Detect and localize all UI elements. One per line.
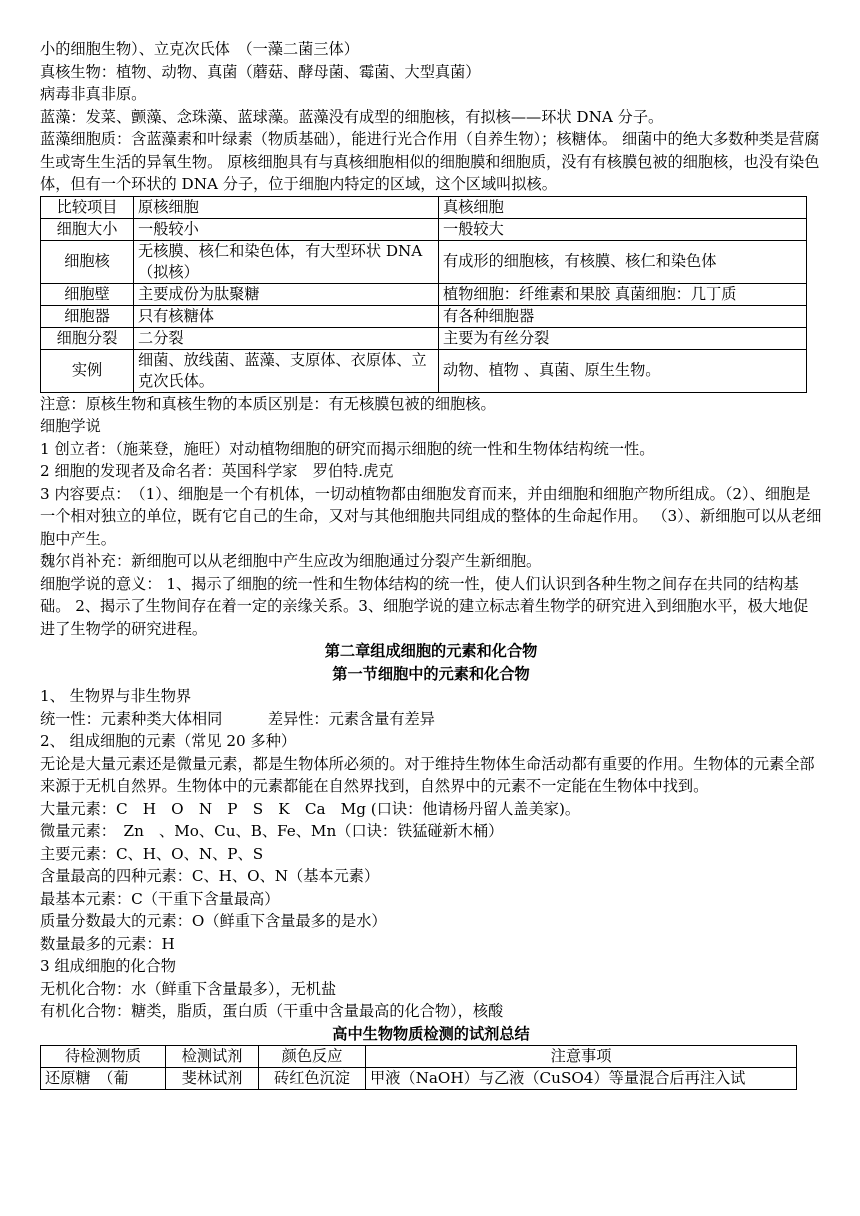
text-paragraph: 蓝藻细胞质：含蓝藻素和叶绿素（物质基础），能进行光合作用（自养生物）；核糖体。 细菌中的绝大多数种类是营腐生或寄生生活的异氧生物。 原核细胞具有与真核细胞相似的细胞膜和细胞质，没有有核膜包被的细胞核，也没有染色体，但有一个环状的 DNA 分子，位于细胞内特定的区域，这个区域叫拟核。 [40, 130, 820, 193]
table-cell: 主要成份为肽聚糖 [134, 283, 439, 305]
text-paragraph: 3 内容要点： （1）、细胞是一个有机体，一切动植物都由细胞发育而来，并由细胞和细胞产物所组成。（2）、细胞是一个相对独立的单位，既有它自己的生命，又对与其他细胞共同组成的整体的生命起作用。 （3）、新细胞可以从老细胞中产生。 [40, 484, 822, 548]
comparison-table [40, 196, 807, 393]
text-line: 主要元素：C、H、O、N、P、S [40, 844, 264, 863]
table-cell: 只有核糖体 [134, 305, 439, 327]
table-header-cell: 颜色反应 [259, 1046, 366, 1068]
table-cell: 细菌、放线菌、蓝藻、支原体、衣原体、立克次氏体。 [134, 349, 439, 392]
table-cell: 还原糖 （葡 [41, 1068, 166, 1090]
text-line: 统一性：元素种类大体相同 差异性：元素含量有差异 [40, 709, 435, 728]
table-header-cell: 注意事项 [366, 1046, 797, 1068]
table-cell: 无核膜、核仁和染色体，有大型环状 DNA（拟核） [134, 240, 439, 283]
text-line: 真核生物：植物、动物、真菌（蘑菇、酵母菌、霉菌、大型真菌） [40, 62, 481, 81]
table-cell: 有各种细胞器 [439, 305, 807, 327]
table-header-cell: 待检测物质 [41, 1046, 166, 1068]
table-cell: 实例 [41, 349, 134, 392]
table-cell: 细胞壁 [41, 283, 134, 305]
section-title: 第一节细胞中的元素和化合物 [332, 664, 530, 683]
table-cell: 斐林试剂 [166, 1068, 259, 1090]
reagent-table-title: 高中生物物质检测的试剂总结 [332, 1024, 530, 1043]
table-cell: 植物细胞：纤维素和果胶 真菌细胞：几丁质 [439, 283, 807, 305]
text-line: 含量最高的四种元素：C、H、O、N（基本元素） [40, 867, 380, 885]
text-paragraph: 细胞学说的意义： 1、揭示了细胞的统一性和生物体结构的统一性，使人们认识到各种生物之间存在共同的结构基础。 2、揭示了生物间存在着一定的亲缘关系。3、细胞学说的建立标志着生物学的研究进入到细胞水平，极大地促进了生物学的研究进程。 [40, 574, 809, 638]
table-header-cell: 检测试剂 [166, 1046, 259, 1068]
text-line: 小的细胞生物）、立克次氏体 （一藻二菌三体） [40, 40, 359, 58]
table-cell: 一般较大 [439, 218, 807, 240]
table-cell: 动物、植物 、真菌、原生生物。 [439, 349, 807, 392]
reagent-table [40, 1045, 797, 1090]
text-line: 1、 生物界与非生物界 [40, 687, 192, 705]
table-cell: 主要为有丝分裂 [439, 327, 807, 349]
table-row [41, 283, 807, 305]
table-row [41, 327, 807, 349]
table-header-row [41, 196, 807, 218]
text-line: 无机化合物：水（鲜重下含量最多），无机盐 [40, 979, 337, 998]
text-line: 大量元素：C H O N P S K Ca Mg (口诀：他请杨丹留人盖美家)。 [40, 799, 581, 818]
text-line: 微量元素： Zn 、Mo、Cu、B、Fe、Mn（口诀：铁猛碰新木桶） [40, 822, 504, 840]
table-cell: 二分裂 [134, 327, 439, 349]
text-line: 蓝藻：发菜、颤藻、念珠藻、蓝球藻。蓝藻没有成型的细胞核，有拟核——环状 DNA 分子。 [40, 107, 664, 126]
table-row [41, 305, 807, 327]
table-row [41, 1068, 797, 1090]
table-header-row [41, 1046, 797, 1068]
text-line: 2 细胞的发现者及命名者：英国科学家 罗伯特.虎克 [40, 462, 394, 480]
document-page [40, 38, 822, 1090]
table-cell: 甲液（NaOH）与乙液（CuSO4）等量混合后再注入试 [366, 1068, 797, 1090]
text-line: 1 创立者：（施莱登，施旺）对动植物细胞的研究而揭示细胞的统一性和生物体结构统一性。 [40, 439, 655, 458]
text-line: 3 组成细胞的化合物 [40, 957, 176, 975]
table-cell: 细胞器 [41, 305, 134, 327]
table-row [41, 218, 807, 240]
table-header-cell: 比较项目 [41, 196, 134, 218]
text-line: 注意：原核生物和真核生物的本质区别是：有无核膜包被的细胞核。 [40, 394, 496, 413]
text-paragraph: 无论是大量元素还是微量元素，都是生物体所必须的。对于维持生物体生命活动都有重要的作用。生物体的元素全部来源于无机自然界。生物体中的元素都能在自然界找到，自然界中的元素不一定能在生物体中找到。 [40, 754, 815, 795]
table-cell: 细胞核 [41, 240, 134, 283]
text-line: 数量最多的元素：H [40, 934, 175, 953]
text-line: 病毒非真非原。 [40, 85, 147, 103]
table-cell: 一般较小 [134, 218, 439, 240]
table-row [41, 240, 807, 283]
text-line: 最基本元素：C（干重下含量最高） [40, 889, 280, 908]
text-line: 质量分数最大的元素：O（鲜重下含量最多的是水） [40, 912, 387, 930]
table-header-cell: 原核细胞 [134, 196, 439, 218]
table-cell: 有成形的细胞核，有核膜、核仁和染色体 [439, 240, 807, 283]
table-cell: 砖红色沉淀 [259, 1068, 366, 1090]
table-header-cell: 真核细胞 [439, 196, 807, 218]
chapter-title: 第二章组成细胞的元素和化合物 [324, 642, 538, 660]
text-line: 有机化合物：糖类，脂质，蛋白质（干重中含量最高的化合物），核酸 [40, 1002, 504, 1020]
text-line: 魏尔肖补充：新细胞可以从老细胞中产生应改为细胞通过分裂产生新细胞。 [40, 552, 542, 570]
text-line: 2、 组成细胞的元素（常见 20 多种） [40, 732, 297, 750]
text-line: 细胞学说 [40, 417, 101, 435]
table-cell: 细胞分裂 [41, 327, 134, 349]
table-cell: 细胞大小 [41, 218, 134, 240]
table-row [41, 349, 807, 392]
